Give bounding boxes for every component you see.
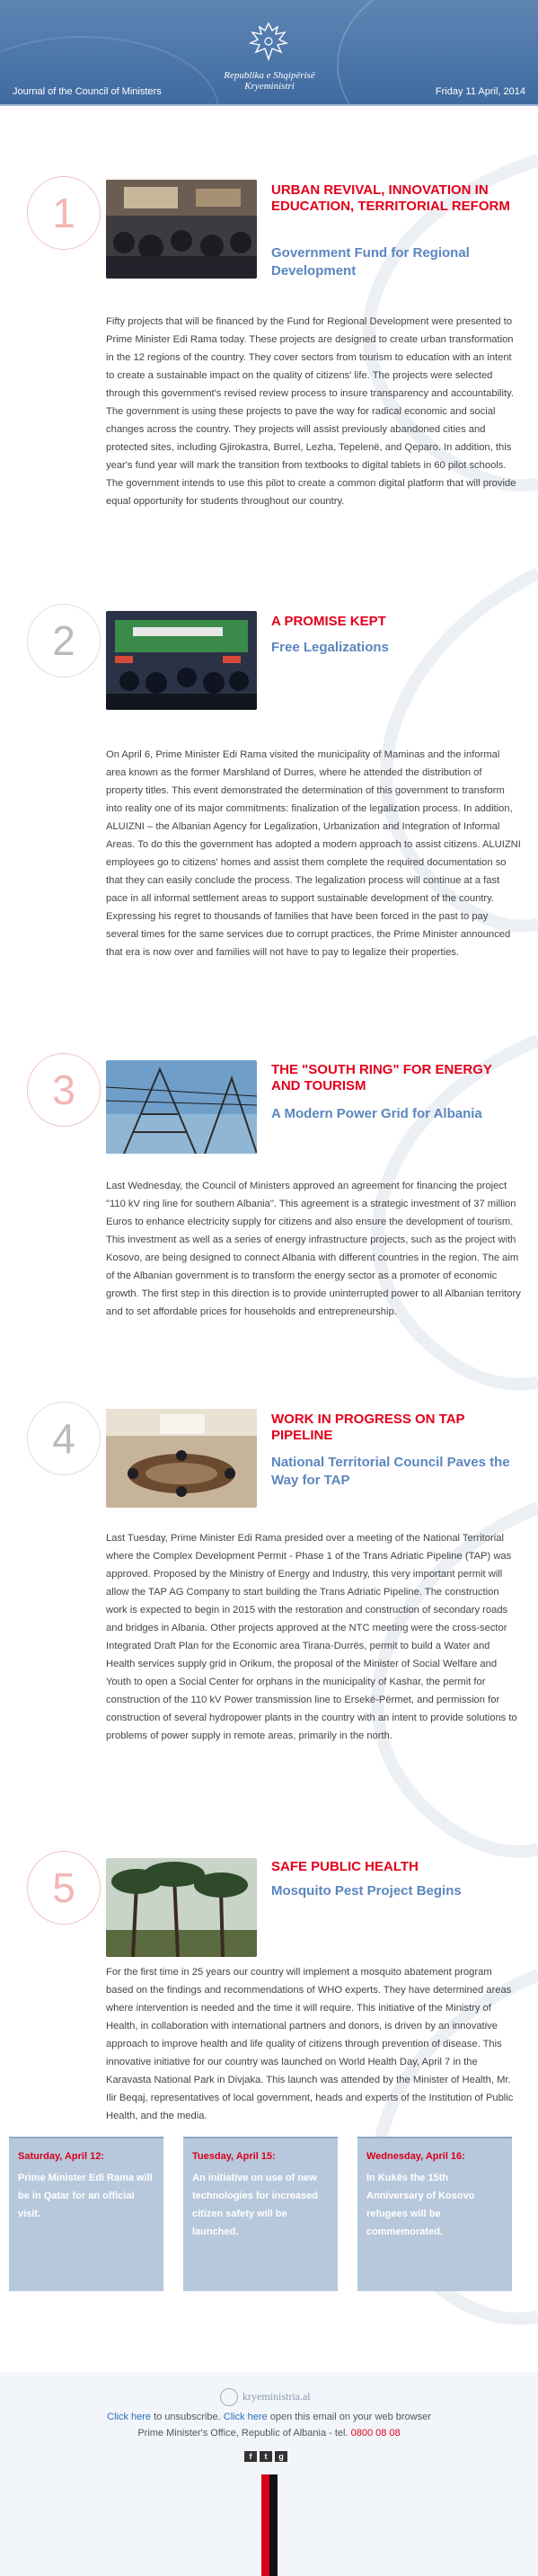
open-in-browser-link[interactable]: Click here xyxy=(223,2412,268,2422)
article-number: 2 xyxy=(27,604,101,677)
agenda-day: Saturday, April 12: xyxy=(18,2151,104,2162)
albanian-flag-stripe xyxy=(261,2474,278,2576)
open-in-browser-text: open this email on your web browser xyxy=(267,2412,431,2422)
article-subtitle: National Territorial Council Paves the Way for TAP xyxy=(271,1455,510,1488)
header-divider xyxy=(0,104,538,106)
agenda-text: Prime Minister Edi Rama will be in Qatar for an official visit. xyxy=(18,2173,153,2219)
footer-contact-line xyxy=(0,2428,538,2439)
article-photo xyxy=(106,180,257,279)
footer-site-name: kryeministria.al xyxy=(243,2390,311,2403)
twitter-icon[interactable]: t xyxy=(260,2451,272,2462)
brand-wordmark xyxy=(198,70,341,92)
article-body: On April 6, Prime Minister Edi Rama visited the municipality of Maminas and the informal area known as the former Marshland of Durres, where he attended the distribution of property titles. This event demonstrated the determination of this government to transform into reality one of its major commitments: finalization of the legalization process. In addition, ALUIZNI – the Albanian Agency for Legalization, Urbanization and Integration of Informal Areas. To do this the government has adopted a modern approach to assist citizens. ALUIZNI employees go to citizens' homes and assist them complete the required documentation so that they can easily conclude the process. The legalization process will continue at a fast pace in all informal settlement areas to support sustainable development of the country. Expressing his regret to thousands of families that have been forced in the past to pay several times for the same services due to corrupt practices, the Prime Minister announced that era is now over and families will not have to pay to legalize their properties. xyxy=(106,749,521,958)
eagle-crest-icon xyxy=(245,20,292,68)
agenda-text: In Kukës the 15th Anniversary of Kosovo refugees will be commemorated. xyxy=(366,2173,475,2237)
agenda-day: Tuesday, April 15: xyxy=(192,2151,276,2162)
article-number: 1 xyxy=(27,176,101,250)
article-photo xyxy=(106,1060,257,1154)
agenda-box xyxy=(357,2137,512,2291)
footer xyxy=(0,2372,538,2576)
article-subtitle: Government Fund for Regional Development xyxy=(271,245,470,279)
brand-line-2: Kryeministri xyxy=(244,81,295,92)
article-title: WORK IN PROGRESS ON TAP PIPELINE xyxy=(271,1412,465,1443)
meeting-room-photo-image xyxy=(106,1409,257,1508)
header-banner xyxy=(0,0,538,106)
article-number: 5 xyxy=(27,1851,101,1925)
article-subtitle: A Modern Power Grid for Albania xyxy=(271,1106,482,1121)
article-title: URBAN REVIVAL, INNOVATION IN EDUCATION, TERRITORIAL REFORM xyxy=(271,182,510,214)
agenda-box xyxy=(183,2137,338,2291)
article-number: 3 xyxy=(27,1053,101,1127)
article-photo xyxy=(106,611,257,710)
article-photo xyxy=(106,1858,257,1957)
unsubscribe-link[interactable]: Click here xyxy=(107,2412,152,2422)
article-photo xyxy=(106,1409,257,1508)
power-lines-photo-image xyxy=(106,1060,257,1154)
agenda-text: An initiative on use of new technologies for increased citizen safety will be launched. xyxy=(192,2173,318,2237)
article-body: Fifty projects that will be financed by the Fund for Regional Development were presented to Prime Minister Edi Rama today. These projects are designed to create urban transformation in the 12 regions of the country. They cover sectors from tourism to education with an intent to create a sustainable impact on the quality of citizens' life. The projects were selected through this government's revised review process to insure transparency and accountability. The government is using these projects to pave the way for radical economic and social changes across the country. They projects will assist previously abandoned cities and protected sites, including Gjirokastra, Burrel, Lezha, Tepelenë, and Qeparo. In addition, this year's fund year will mark the transition from textbooks to digital tablets in 60 pilot schools. The government intends to use this pilot to create a common digital platform that will provide equal opportunity for students throughout our country. xyxy=(106,316,516,507)
article-title: THE "SOUTH RING" FOR ENERGY AND TOURISM xyxy=(271,1062,492,1093)
footer-crest-icon xyxy=(220,2388,238,2406)
article-number: 4 xyxy=(27,1402,101,1475)
article-title: A PROMISE KEPT xyxy=(271,614,386,629)
brand-line-1: Republika e Shqipërisë xyxy=(224,70,315,81)
article-body: Last Wednesday, the Council of Ministers approved an agreement for financing the project "110 kV ring line for southern Albania". This agreement is a strategic investment of 37 million Euros to enhance electricity supply for citizens and also ensure the development of tourism. This investment as well as a series of energy infrastructure projects, such as the project with Kosovo, are being designed to connect Albania with different countries in the region. The aim of the Albanian government is to transform the energy sector as a promoter of economic growth. The first step in this direction is to provide uninterrupted power to all Albanian territory and to set affordable prices for households and entrepreneurship. xyxy=(106,1181,521,1317)
phone-number: 0800 08 08 xyxy=(350,2428,401,2439)
article-body: Last Tuesday, Prime Minister Edi Rama presided over a meeting of the National Territorial where the Complex Development Permit - Phase 1 of the Trans Adriatic Pipeline (TAP) was approved. Proposed by the Ministry of Energy and Industry, this very important permit will allow the TAP AG Company to start building the Trans Adriatic Pipeline. The construction work is expected to begin in 2015 with the restoration and construction of secondary roads and bridges in Albania. Other projects approved at the NTC meeting were the cross-sector Integrated Draft Plan for the Economic area Tirana-Durrës, permit to build a Water and Health services supply grid in Orikum, the proposal of the Minister of Social Welfare and Youth to open a Social Center for orphans in the municipality of Kashar, the permit for construction of the 110 kV Power transmission line to Ersekë-Përmet, and permission for construction of several hydropower plants in the country with an intent to provide solutions to problems of power supply in remote areas, primarily in the north. xyxy=(106,1533,517,1741)
agenda-section xyxy=(0,2137,538,2289)
article-title: SAFE PUBLIC HEALTH xyxy=(271,1859,419,1874)
agenda-box xyxy=(9,2137,163,2291)
footer-links-line xyxy=(0,2412,538,2422)
facebook-icon[interactable]: f xyxy=(244,2451,257,2462)
ceremony-photo-image xyxy=(106,611,257,710)
issue-date: Friday 11 April, 2014 xyxy=(435,86,525,97)
article-subtitle: Free Legalizations xyxy=(271,640,389,655)
unsubscribe-text: to unsubscribe. xyxy=(151,2412,224,2422)
office-text: Prime Minister's Office, Republic of Albania - tel. xyxy=(137,2428,351,2439)
pine-forest-photo-image xyxy=(106,1858,257,1957)
journal-title: Journal of the Council of Ministers xyxy=(13,86,162,97)
article-body: For the first time in 25 years our country will implement a mosquito abatement program based on the findings and recommendations of WHO experts. They have determined areas where intervention is needed and the time it will require. This initiative of the Ministry of Health, in collaboration with international partners and donors, is driven by an innovative approach to improve health and life quality of citizens through prevention of disease. This innovative initiative for our country was launched on World Health Day, April 7 in the Karavasta National Park in Divjaka. This launch was attended by the Minister of Health, Mr. Ilir Beqaj, representatives of local government, heads and experts of the Institution of Public Health, and the media. xyxy=(106,1967,514,2121)
article-subtitle: Mosquito Pest Project Begins xyxy=(271,1883,462,1899)
conference-photo-image xyxy=(106,180,257,279)
google-plus-icon[interactable]: g xyxy=(275,2451,287,2462)
agenda-day: Wednesday, April 16: xyxy=(366,2151,465,2162)
